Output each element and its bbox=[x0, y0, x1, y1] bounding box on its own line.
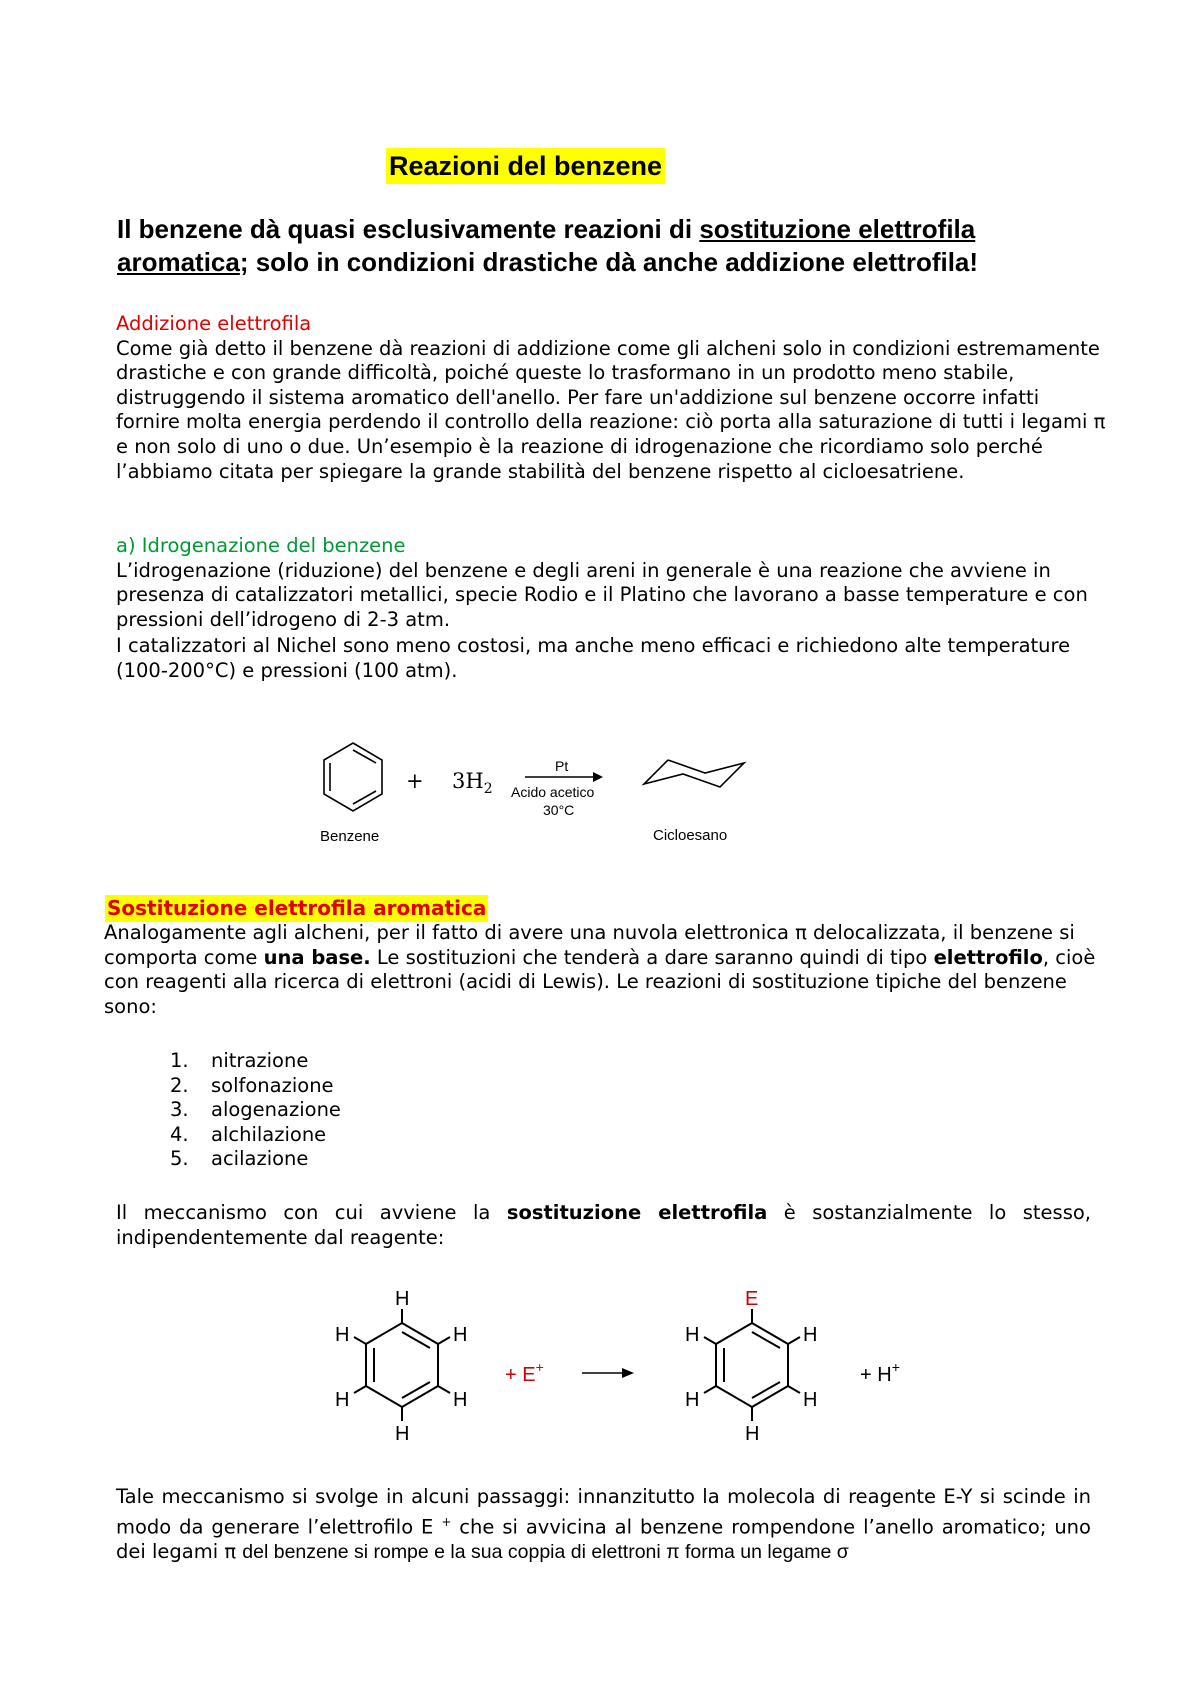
h-atom: H bbox=[803, 1324, 818, 1346]
list-item bbox=[170, 1123, 341, 1148]
nichel-paragraph: I catalizzatori al Nichel sono meno costosi, ma anche meno efficaci e richiedono alte temperature (100-200°C) e pressioni (100 atm). bbox=[116, 634, 1071, 682]
list-item bbox=[170, 1049, 341, 1074]
idrogenazione-heading: a) Idrogenazione del benzene bbox=[116, 534, 406, 557]
final-text-3: del benzene si rompe e la sua coppia di elettroni π forma un legame σ bbox=[242, 1540, 849, 1563]
plus-h-text: + H bbox=[860, 1364, 892, 1386]
cicloesano-label: Cicloesano bbox=[653, 827, 728, 844]
h-atom: H bbox=[453, 1324, 468, 1346]
list-item bbox=[170, 1098, 341, 1123]
sostituzione-text-2: Le sostituzioni che tenderà a dare saranno quindi di tipo bbox=[370, 945, 934, 969]
list-label: acilazione bbox=[211, 1147, 309, 1171]
intro-text-2: ; solo in condizioni drastiche dà anche addizione elettrofila! bbox=[239, 247, 979, 277]
h-atom: H bbox=[335, 1324, 350, 1346]
reaction-types-list bbox=[170, 1049, 341, 1172]
substitution-scheme bbox=[310, 1283, 950, 1463]
benzene-structure bbox=[324, 743, 382, 811]
benzene-left bbox=[354, 1309, 450, 1421]
final-text-1: Tale meccanismo si svolge in alcuni passaggi: innanzitutto la molecola di reagente E-Y si scinde in modo da generare l’elettrofilo E bbox=[116, 1485, 1091, 1539]
meccanismo-text-1: Il meccanismo con cui avviene la bbox=[116, 1201, 507, 1224]
bold-sostituzione: sostituzione elettrofila bbox=[506, 1201, 768, 1224]
intro-paragraph bbox=[117, 213, 1097, 279]
final-text-2: che si avvicina al benzene rompendone l’anello aromatico; uno dei legami π bbox=[116, 1515, 1091, 1563]
list-number: 3. bbox=[170, 1098, 189, 1122]
h-atom: H bbox=[453, 1389, 468, 1411]
meccanismo-text-2: è sostanzialmente lo stesso, indipendentemente dal reagente: bbox=[116, 1201, 1091, 1249]
page-title: Reazioni del benzene bbox=[386, 148, 665, 184]
addizione-paragraph: Come già detto il benzene dà reazioni di addizione come gli alcheni solo in condizioni estremamente drastiche e con grande difficoltà, poiché queste lo trasformano in un prodotto meno stabile, distruggendo il sistema aromatico dell'anello. Per fare un'addizione sul benzene occorre infatti fornire molta energia perdendo il controllo della reazione: ciò porta alla saturazione di tutti i legami π e non solo di uno o due. Un’esempio è la reazione di idrogenazione che ricordiamo solo perché l’abbiamo citata per spiegare la grande stabilità del benzene rispetto al cicloesatriene. bbox=[116, 336, 1106, 483]
list-label: alogenazione bbox=[211, 1098, 341, 1122]
reagent-coef: 3H bbox=[452, 769, 484, 793]
hydrogenation-scheme bbox=[310, 735, 780, 855]
list-label: nitrazione bbox=[211, 1049, 309, 1072]
list-number: 4. bbox=[170, 1122, 189, 1146]
final-paragraph bbox=[116, 1485, 1091, 1564]
cyclohexane-structure bbox=[644, 760, 744, 787]
idrogenazione-paragraph: L’idrogenazione (riduzione) del benzene e degli areni in generale è una reazione che avviene in presenza di catalizzatori metallici, specie Rodio e il Platino che lavorano a basse temperature e con pressioni dell’idrogeno di 2-3 atm. bbox=[116, 558, 1088, 631]
h-atom: H bbox=[395, 1288, 410, 1310]
plus-sign: + bbox=[406, 769, 424, 793]
charge: + bbox=[891, 1359, 900, 1375]
bold-elettrofilo: elettrofilo bbox=[933, 945, 1043, 969]
h-atom: H bbox=[685, 1389, 700, 1411]
h-atom: H bbox=[745, 1423, 760, 1445]
h-atom: H bbox=[335, 1389, 350, 1411]
charge: + bbox=[535, 1359, 544, 1375]
list-number: 2. bbox=[170, 1073, 189, 1097]
benzene-label: Benzene bbox=[320, 828, 380, 845]
solvent-label: Acido acetico bbox=[511, 784, 595, 800]
benzene-right bbox=[704, 1309, 800, 1421]
list-number: 1. bbox=[170, 1049, 189, 1072]
addizione-section bbox=[116, 312, 1106, 484]
list-item bbox=[170, 1147, 341, 1172]
sostituzione-heading: Sostituzione elettrofila aromatica bbox=[107, 896, 487, 920]
temperature-label: 30°C bbox=[543, 802, 575, 818]
addizione-heading: Addizione elettrofila bbox=[116, 312, 312, 335]
h-atom: H bbox=[395, 1423, 410, 1445]
h-atom: H bbox=[685, 1324, 700, 1346]
e-substituent: E bbox=[745, 1288, 759, 1310]
sostituzione-paragraph bbox=[104, 921, 1114, 1019]
h-atom: H bbox=[803, 1389, 818, 1411]
plus-e-text: + E bbox=[505, 1364, 536, 1386]
list-number: 5. bbox=[170, 1147, 189, 1171]
plus-proton bbox=[860, 1359, 900, 1386]
substitution-arrow bbox=[582, 1368, 634, 1378]
meccanismo-paragraph bbox=[116, 1201, 1091, 1250]
catalyst-label: Pt bbox=[555, 758, 569, 774]
list-label: solfonazione bbox=[211, 1073, 334, 1097]
reagent-subscript: 2 bbox=[483, 781, 493, 797]
intro-text-1: Il benzene dà quasi esclusivamente reazioni di bbox=[117, 214, 700, 244]
sostituzione-text-1: Analogamente agli alcheni, per il fatto di avere una nuvola elettronica π delocalizzata, il benzene si comporta come bbox=[104, 921, 1075, 969]
bold-una-base: una base. bbox=[263, 945, 371, 969]
list-item bbox=[170, 1074, 341, 1099]
intro-underlined-term: sostituzione elettrofila aromatica bbox=[117, 214, 976, 277]
plus-electrophile bbox=[505, 1359, 544, 1386]
reagent-h2 bbox=[452, 769, 493, 797]
idrogenazione-section bbox=[116, 534, 1106, 632]
sostituzione-text-3: , cioè con reagenti alla ricerca di elettroni (acidi di Lewis). Le reazioni di sostituzione tipiche del benzene sono: bbox=[104, 945, 1096, 1018]
final-superscript: + bbox=[441, 1514, 452, 1529]
list-label: alchilazione bbox=[211, 1122, 327, 1146]
